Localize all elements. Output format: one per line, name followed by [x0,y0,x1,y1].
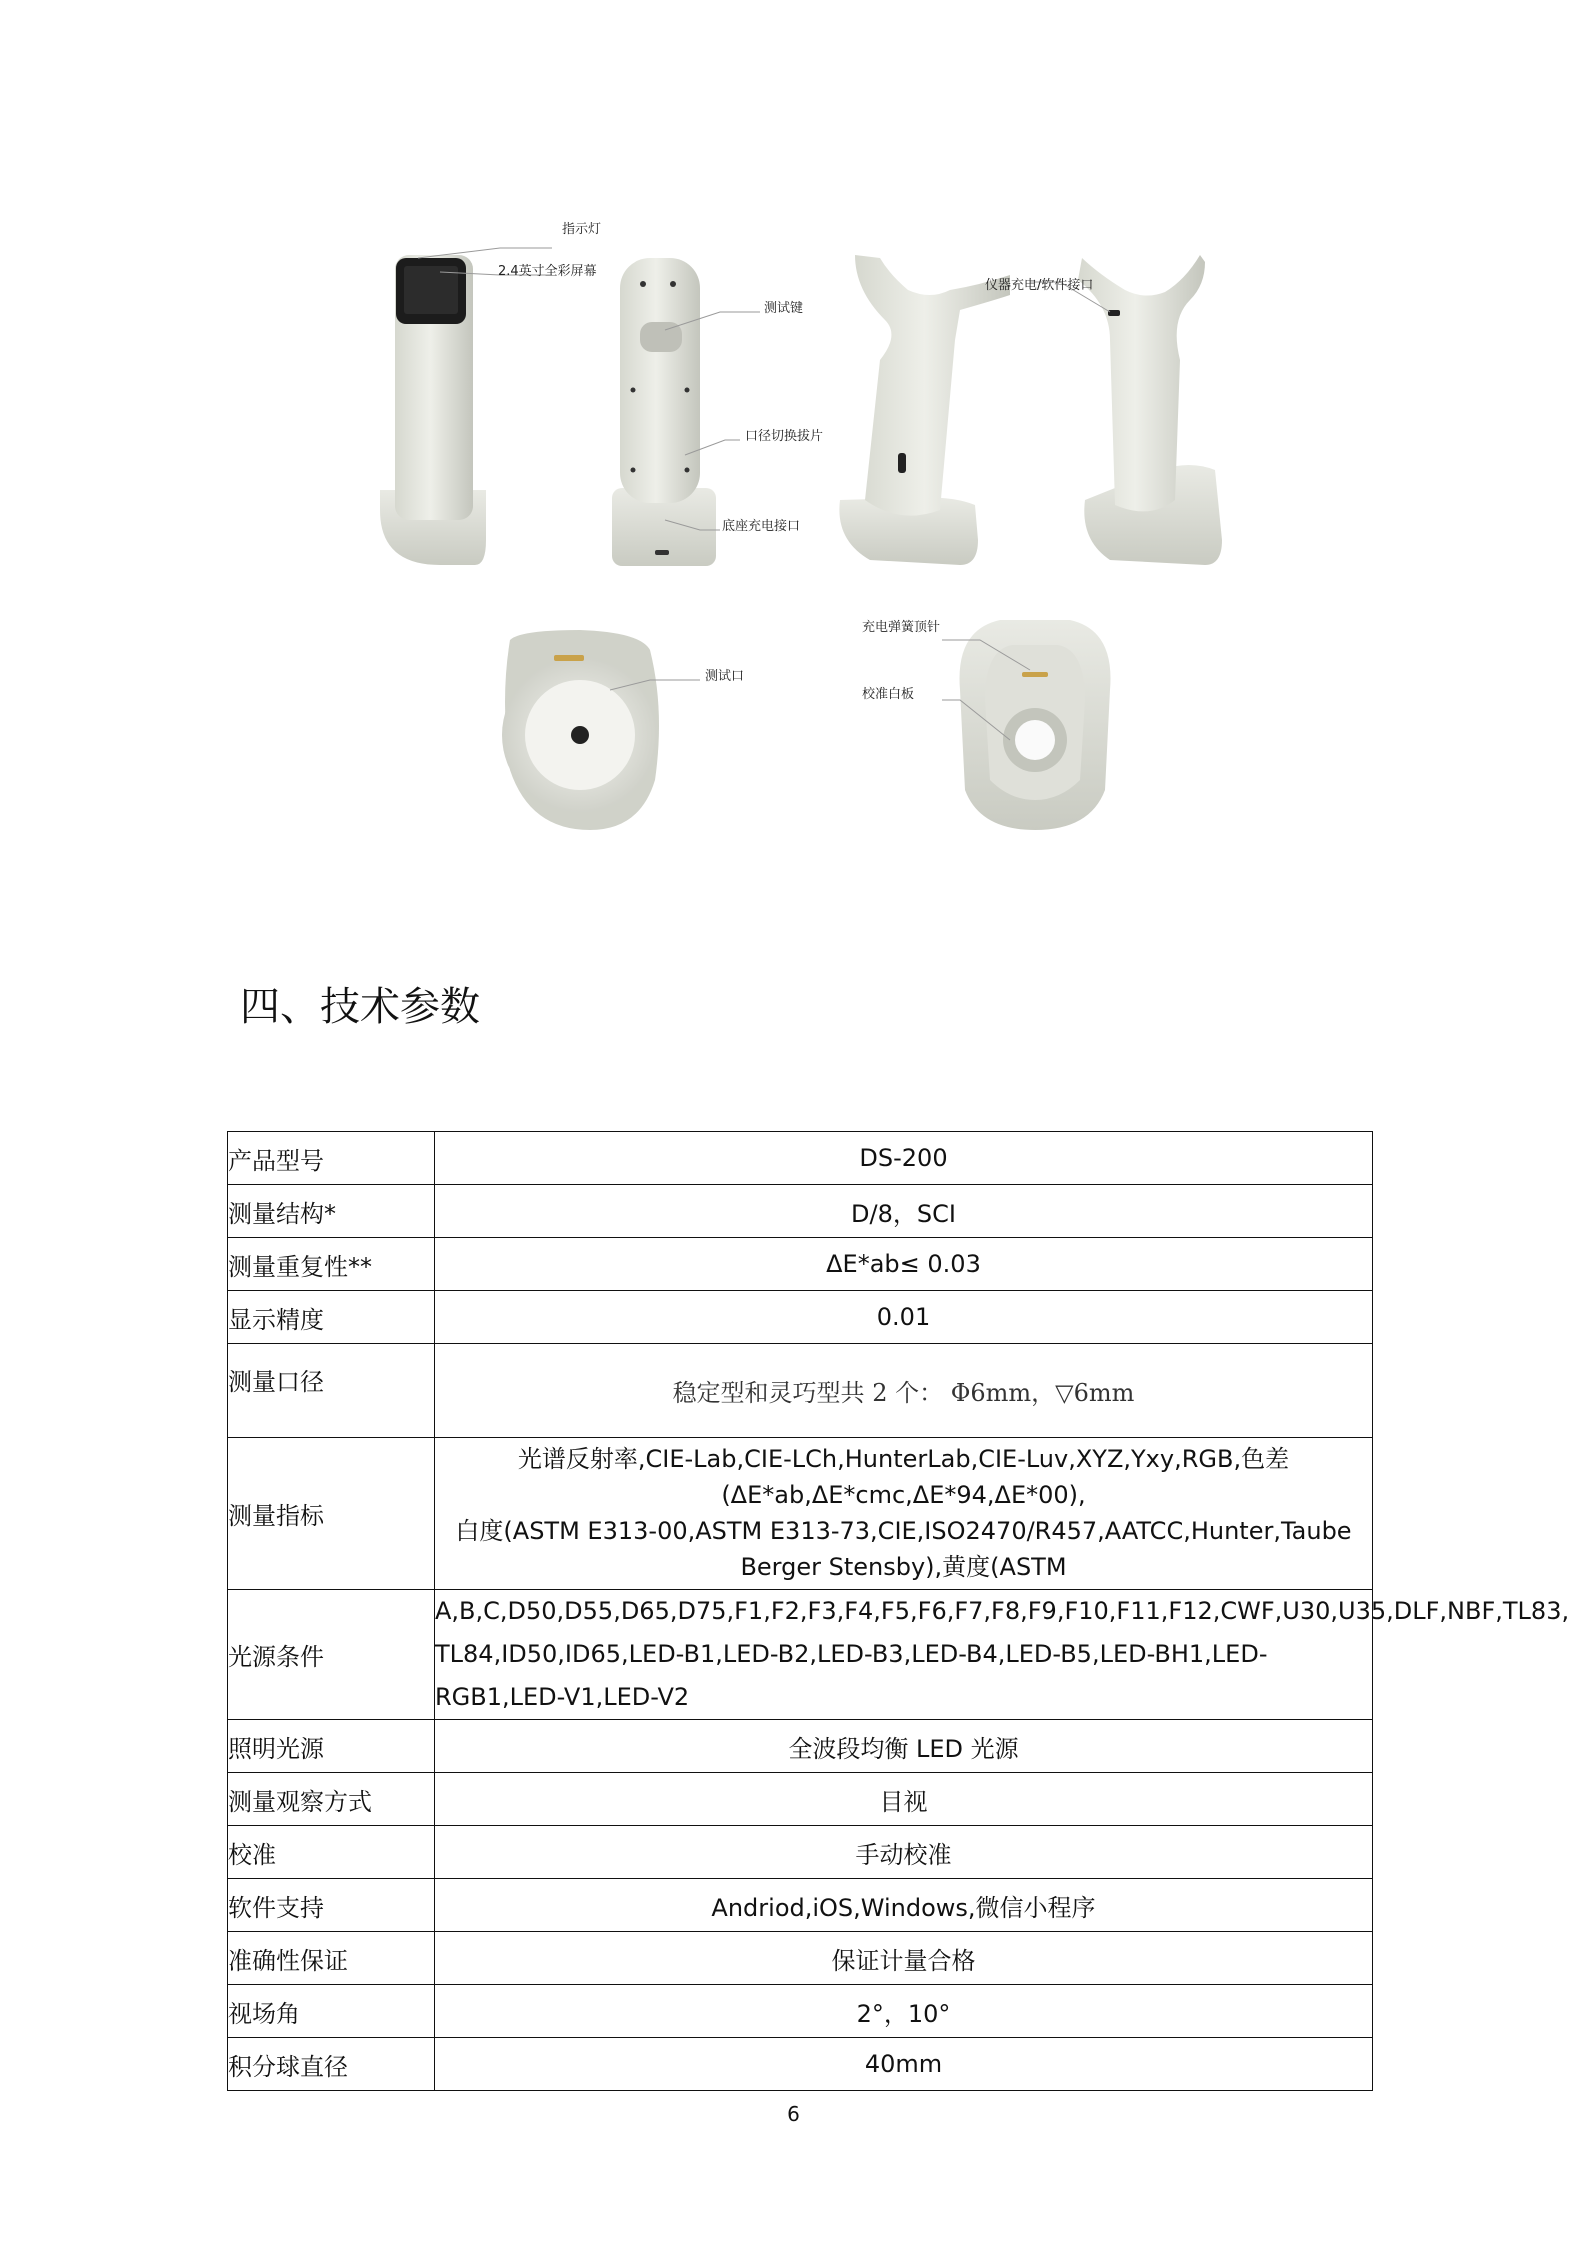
spec-value: 手动校准 [435,1826,1373,1879]
calibration-base-view [960,620,1111,830]
page-number: 6 [787,2102,800,2126]
callout-charge-software-port: 仪器充电/软件接口 [985,278,1094,293]
table-row [228,1185,1373,1238]
spec-value: Andriod,iOS,Windows,微信小程序 [435,1879,1373,1932]
table-row [228,1291,1373,1344]
spec-label: 校准 [228,1826,435,1879]
spec-line: 光谱反射率,CIE-Lab,CIE-LCh,HunterLab,CIE-Luv,XYZ,Yxy,RGB,色差(ΔE*ab,ΔE*cmc,ΔE*94,ΔE*00), [517,1445,1290,1509]
product-figure [0,0,1587,900]
table-row [228,1590,1373,1720]
device-side-view-1 [839,255,1010,565]
spec-label: 视场角 [228,1985,435,2038]
table-row [228,1773,1373,1826]
table-row [228,1879,1373,1932]
callout-base-charge-port: 底座充电接口 [722,519,801,534]
table-row [228,1238,1373,1291]
spec-value: 保证计量合格 [435,1932,1373,1985]
spec-value: 0.01 [435,1291,1373,1344]
spec-label: 显示精度 [228,1291,435,1344]
spec-label: 准确性保证 [228,1932,435,1985]
table-row [228,1438,1373,1590]
device-bottom-view [502,630,659,830]
device-illustration [0,0,1587,900]
spec-value: 2°，10° [435,1985,1373,2038]
table-row [228,1985,1373,2038]
spec-label: 光源条件 [228,1590,435,1720]
spec-label: 测量重复性** [228,1238,435,1291]
callout-aperture-switch: 口径切换拔片 [745,429,824,444]
spec-label: 软件支持 [228,1879,435,1932]
spec-value: 目视 [435,1773,1373,1826]
spec-line [435,1585,1372,1586]
spec-line: TL84,ID50,ID65,LED-B1,LED-B2,LED-B3,LED-B4,LED-B5,LED-BH1,LED-RGB1,LED-V1,LED-V2 [435,1640,1268,1711]
spec-value: 40mm [435,2038,1373,2091]
spec-label: 测量指标 [228,1438,435,1590]
spec-table [227,1131,1570,2091]
table-row [228,2038,1373,2091]
spec-value-multiline [435,1438,1373,1590]
device-back-view [612,258,716,566]
spec-value: 全波段均衡 LED 光源 [435,1720,1373,1773]
spec-value: D/8，SCI [435,1185,1373,1238]
table-row [228,1132,1373,1185]
spec-value: 稳定型和灵巧型共 2 个： Φ6mm，▽6mm [435,1344,1373,1438]
callout-pogo-pin: 充电弹簧顶针 [862,620,941,635]
callout-calibration-board: 校准白板 [862,687,915,702]
spec-label: 测量观察方式 [228,1773,435,1826]
spec-line: A,B,C,D50,D55,D65,D75,F1,F2,F3,F4,F5,F6,F7,F8,F9,F10,F11,F12,CWF,U30,U35,DLF,NBF,TL83, [435,1597,1570,1625]
spec-value: DS-200 [435,1132,1373,1185]
spec-value: ΔE*ab≤ 0.03 [435,1238,1373,1291]
spec-label: 测量口径 [228,1344,435,1438]
table-row [228,1826,1373,1879]
callout-test-port: 测试口 [705,669,745,684]
table-row [228,1932,1373,1985]
device-side-view-2 [1078,255,1222,565]
spec-label: 测量结构* [228,1185,435,1238]
spec-label: 照明光源 [228,1720,435,1773]
section-title: 四、技术参数 [240,984,480,1030]
spec-label: 产品型号 [228,1132,435,1185]
table-row [228,1344,1373,1438]
table-row [228,1720,1373,1773]
spec-line: 白度(ASTM E313-00,ASTM E313-73,CIE,ISO2470/R457,AATCC,Hunter,Taube Berger Stensby),黄度(ASTM [455,1517,1352,1581]
device-front-view [380,255,486,565]
callout-test-key: 测试键 [764,301,804,316]
spec-value-multiline [435,1590,1570,1720]
callout-indicator-light: 指示灯 [562,222,602,237]
callout-screen: 2.4英寸全彩屏幕 [498,264,597,279]
spec-label: 积分球直径 [228,2038,435,2091]
